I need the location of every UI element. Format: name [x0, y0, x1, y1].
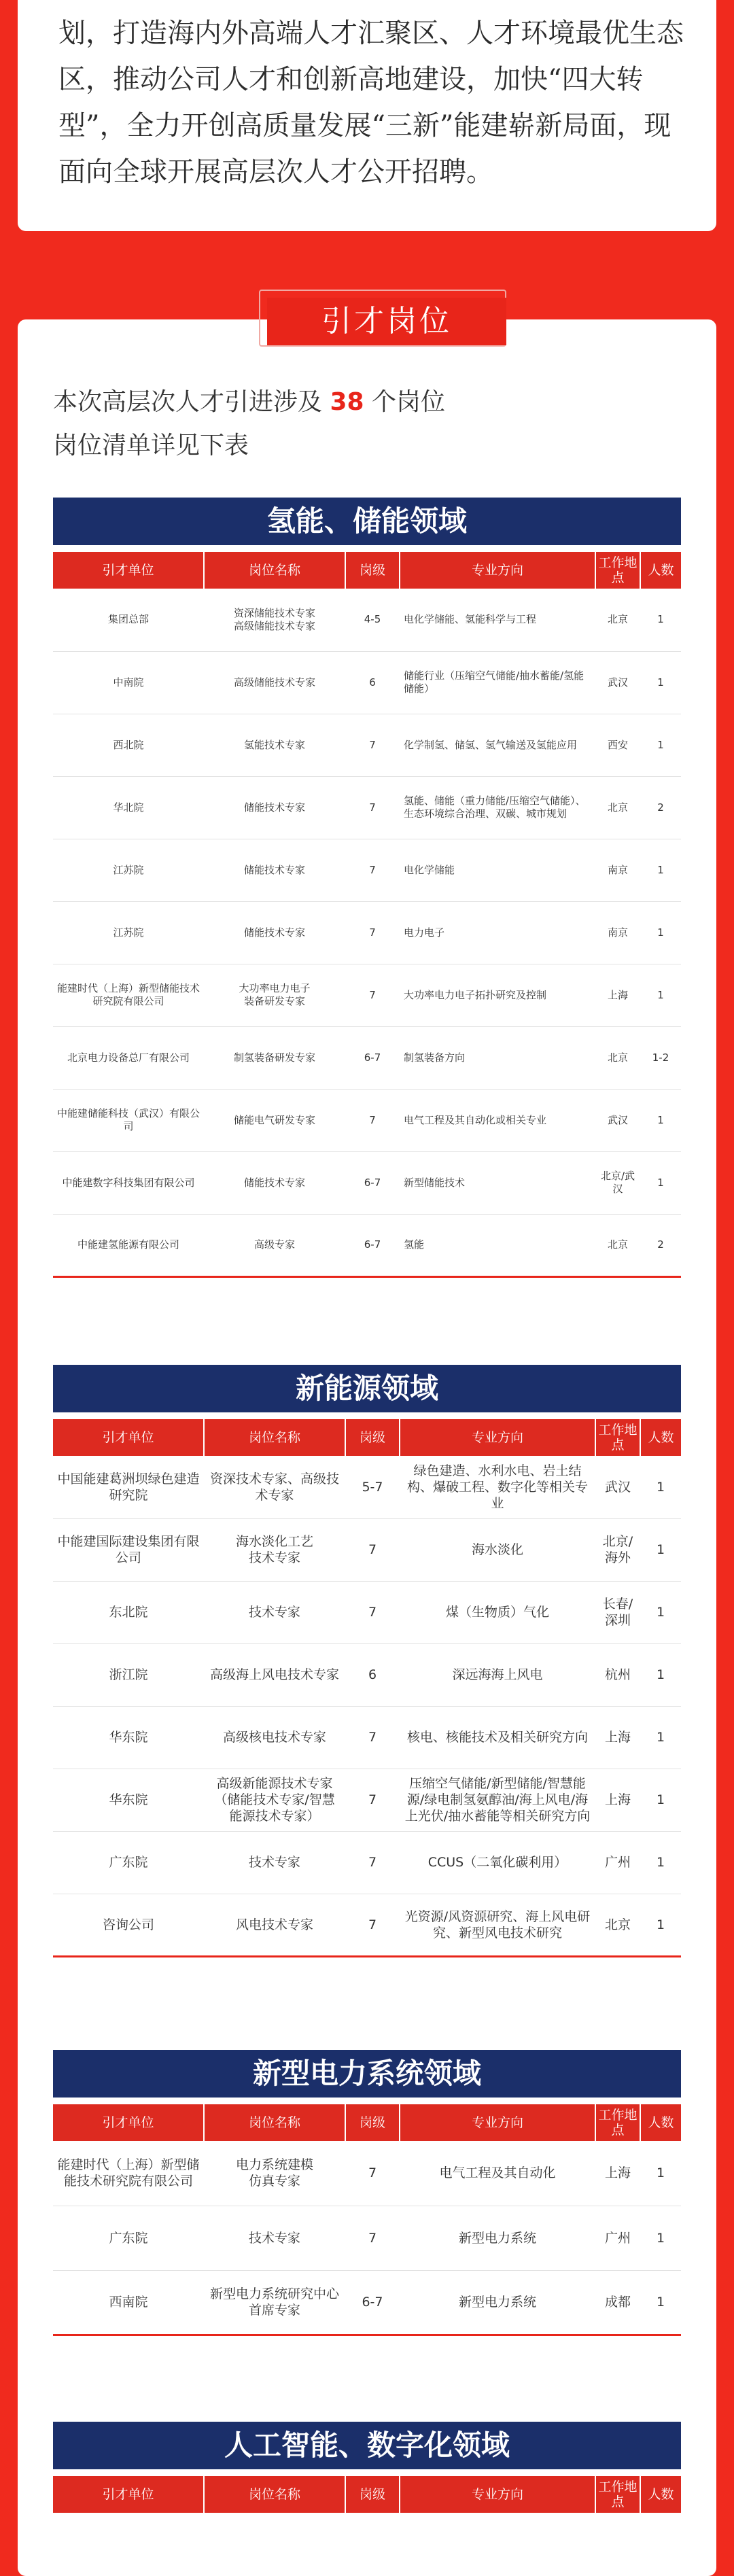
section-new-power-system: [53, 2050, 681, 2336]
cell-location: 北京/武汉: [595, 1151, 640, 1214]
cell-grade: 6-7: [345, 2270, 400, 2335]
cell-position: 风电技术专家: [204, 1894, 345, 1956]
column-header-count: 人数: [640, 2476, 681, 2513]
column-header-location: 工作地点: [595, 2104, 640, 2141]
cell-position: 资深储能技术专家 高级储能技术专家: [204, 589, 345, 651]
cell-count: 1: [640, 1831, 681, 1894]
cell-direction: 电化学储能: [400, 839, 595, 901]
cell-direction: 深远海海上风电: [400, 1643, 595, 1706]
cell-location: 杭州: [595, 1643, 640, 1706]
cell-grade: 7: [345, 2206, 400, 2270]
table-row: [53, 1151, 681, 1214]
cell-position: 资深技术专家、高级技术专家: [204, 1456, 345, 1518]
cell-count: 1: [640, 589, 681, 651]
table-row: [53, 901, 681, 964]
column-header-position: 岗位名称: [204, 552, 345, 589]
cell-location: 北京: [595, 1214, 640, 1276]
cell-count: 1: [640, 1089, 681, 1151]
cell-location: 北京: [595, 776, 640, 839]
table-row: [53, 1581, 681, 1643]
cell-direction: 光资源/风资源研究、海上风电研究、新型风电技术研究: [400, 1894, 595, 1956]
position-count: 38: [330, 388, 364, 416]
cell-location: 北京: [595, 1894, 640, 1956]
cell-count: 1: [640, 651, 681, 714]
cell-direction: 氢能: [400, 1214, 595, 1276]
cell-grade: 7: [345, 901, 400, 964]
cell-grade: 7: [345, 1769, 400, 1831]
cell-location: 上海: [595, 964, 640, 1026]
cell-location: 北京/海外: [595, 1518, 640, 1581]
table-row: [53, 1706, 681, 1769]
cell-unit: 浙江院: [53, 1643, 204, 1706]
column-header-unit: 引才单位: [53, 2476, 204, 2513]
cell-direction: 电力电子: [400, 901, 595, 964]
cell-direction: 海水淡化: [400, 1518, 595, 1581]
cell-location: 广州: [595, 1831, 640, 1894]
intro-paragraph: 划，打造海内外高端人才汇聚区、人才环境最优生态区，推动公司人才和创新高地建设，加快“四大转型”，全力开创高质量发展“三新”能建崭新局面，现面向全球开展高层次人才公开招聘。: [58, 18, 684, 188]
cell-unit: 西南院: [53, 2270, 204, 2335]
cell-location: 长春/深圳: [595, 1581, 640, 1643]
cell-position: 电力系统建模 仿真专家: [204, 2141, 345, 2206]
cell-location: 广州: [595, 2206, 640, 2270]
cell-grade: 5-7: [345, 1456, 400, 1518]
cell-unit: 广东院: [53, 1831, 204, 1894]
cell-direction: 电气工程及其自动化或相关专业: [400, 1089, 595, 1151]
cell-location: 南京: [595, 839, 640, 901]
cell-unit: 华东院: [53, 1706, 204, 1769]
cell-unit: 能建时代（上海）新型储能技术研究院有限公司: [53, 964, 204, 1026]
table-header-row: [53, 2476, 681, 2513]
table-row: [53, 1518, 681, 1581]
table-row: [53, 776, 681, 839]
summary-prefix: 本次高层次人才引进涉及: [53, 388, 323, 416]
cell-direction: 煤（生物质）气化: [400, 1581, 595, 1643]
cell-position: 氢能技术专家: [204, 714, 345, 776]
cell-unit: 江苏院: [53, 839, 204, 901]
intro-card: [18, 0, 716, 231]
section-header: 新型电力系统领域: [53, 2050, 681, 2098]
cell-count: 2: [640, 1214, 681, 1276]
cell-position: 制氢装备研发专家: [204, 1026, 345, 1089]
cell-direction: 核电、核能技术及相关研究方向: [400, 1706, 595, 1769]
cell-position: 储能技术专家: [204, 1151, 345, 1214]
positions-table: [53, 2476, 681, 2513]
cell-grade: 6-7: [345, 1151, 400, 1214]
table-row: [53, 1831, 681, 1894]
cell-unit: 东北院: [53, 1581, 204, 1643]
summary-line-1: [53, 381, 445, 424]
cell-grade: 4-5: [345, 589, 400, 651]
cell-position: 高级储能技术专家: [204, 651, 345, 714]
cell-position: 大功率电力电子 装备研发专家: [204, 964, 345, 1026]
table-row: [53, 1456, 681, 1518]
column-header-position: 岗位名称: [204, 2104, 345, 2141]
cell-position: 新型电力系统研究中心首席专家: [204, 2270, 345, 2335]
cell-location: 武汉: [595, 651, 640, 714]
positions-table: [53, 1419, 681, 1957]
cell-position: 高级专家: [204, 1214, 345, 1276]
cell-grade: 6: [345, 1643, 400, 1706]
cell-unit: 集团总部: [53, 589, 204, 651]
cell-direction: 氢能、储能（重力储能/压缩空气储能）、生态环境综合治理、双碳、城市规划: [400, 776, 595, 839]
cell-position: 储能技术专家: [204, 776, 345, 839]
cell-position: 储能技术专家: [204, 839, 345, 901]
table-header-row: [53, 552, 681, 589]
column-header-unit: 引才单位: [53, 2104, 204, 2141]
cell-direction: 绿色建造、水利水电、岩土结构、爆破工程、数字化等相关专业: [400, 1456, 595, 1518]
cell-direction: 新型电力系统: [400, 2270, 595, 2335]
column-header-unit: 引才单位: [53, 552, 204, 589]
column-header-grade: 岗级: [345, 2476, 400, 2513]
table-row: [53, 2141, 681, 2206]
table-row: [53, 714, 681, 776]
cell-position: 技术专家: [204, 2206, 345, 2270]
cell-unit: 华东院: [53, 1769, 204, 1831]
cell-count: 1: [640, 1151, 681, 1214]
cell-count: 1: [640, 1456, 681, 1518]
cell-grade: 7: [345, 776, 400, 839]
column-header-direction: 专业方向: [400, 2476, 595, 2513]
table-row: [53, 1026, 681, 1089]
table-row: [53, 1089, 681, 1151]
cell-direction: 新型电力系统: [400, 2206, 595, 2270]
section-header: 氢能、储能领域: [53, 498, 681, 545]
table-row: [53, 1769, 681, 1831]
table-row: [53, 1214, 681, 1276]
cell-grade: 7: [345, 1831, 400, 1894]
table-row: [53, 839, 681, 901]
column-header-direction: 专业方向: [400, 2104, 595, 2141]
cell-location: 武汉: [595, 1456, 640, 1518]
positions-summary: [53, 381, 445, 468]
cell-position: 技术专家: [204, 1581, 345, 1643]
column-header-grade: 岗级: [345, 2104, 400, 2141]
cell-position: 储能电气研发专家: [204, 1089, 345, 1151]
cell-count: 1: [640, 964, 681, 1026]
column-header-grade: 岗级: [345, 552, 400, 589]
cell-grade: 7: [345, 964, 400, 1026]
cell-grade: 7: [345, 839, 400, 901]
cell-location: 上海: [595, 1706, 640, 1769]
table-row: [53, 2270, 681, 2335]
table-row: [53, 1894, 681, 1956]
positions-table: [53, 552, 681, 1278]
cell-direction: 制氢装备方向: [400, 1026, 595, 1089]
cell-unit: 中能建数字科技集团有限公司: [53, 1151, 204, 1214]
cell-direction: 新型储能技术: [400, 1151, 595, 1214]
cell-position: 技术专家: [204, 1831, 345, 1894]
cell-grade: 6-7: [345, 1026, 400, 1089]
summary-suffix: 个岗位: [372, 388, 446, 416]
cell-grade: 7: [345, 714, 400, 776]
cell-grade: 7: [345, 1089, 400, 1151]
cell-unit: 江苏院: [53, 901, 204, 964]
cell-direction: 压缩空气储能/新型储能/智慧能源/绿电制氢氨醇油/海上风电/海上光伏/抽水蓄能等相关研究方向: [400, 1769, 595, 1831]
cell-count: 1-2: [640, 1026, 681, 1089]
column-header-direction: 专业方向: [400, 552, 595, 589]
cell-location: 武汉: [595, 1089, 640, 1151]
cell-direction: 储能行业（压缩空气储能/抽水蓄能/氢能储能）: [400, 651, 595, 714]
section-new-energy: [53, 1365, 681, 1957]
cell-position: 高级海上风电技术专家: [204, 1643, 345, 1706]
cell-unit: 中能建储能科技（武汉）有限公司: [53, 1089, 204, 1151]
positions-table: [53, 2104, 681, 2336]
table-row: [53, 589, 681, 651]
cell-count: 1: [640, 1518, 681, 1581]
cell-count: 1: [640, 901, 681, 964]
cell-count: 1: [640, 2206, 681, 2270]
cell-direction: 化学制氢、储氢、氢气输送及氢能应用: [400, 714, 595, 776]
column-header-count: 人数: [640, 1419, 681, 1456]
cell-location: 成都: [595, 2270, 640, 2335]
cell-count: 2: [640, 776, 681, 839]
column-header-position: 岗位名称: [204, 2476, 345, 2513]
cell-location: 北京: [595, 589, 640, 651]
column-header-unit: 引才单位: [53, 1419, 204, 1456]
cell-location: 北京: [595, 1026, 640, 1089]
cell-grade: 7: [345, 1894, 400, 1956]
cell-location: 上海: [595, 1769, 640, 1831]
cell-grade: 7: [345, 1706, 400, 1769]
column-header-grade: 岗级: [345, 1419, 400, 1456]
cell-unit: 咨询公司: [53, 1894, 204, 1956]
cell-position: 高级新能源技术专家（储能技术专家/智慧能源技术专家）: [204, 1769, 345, 1831]
cell-direction: CCUS（二氧化碳利用）: [400, 1831, 595, 1894]
section-hydrogen-storage: [53, 498, 681, 1278]
positions-card: [18, 304, 716, 2576]
cell-unit: 华北院: [53, 776, 204, 839]
cell-count: 1: [640, 839, 681, 901]
section-header: 新能源领域: [53, 1365, 681, 1412]
cell-unit: 北京电力设备总厂有限公司: [53, 1026, 204, 1089]
positions-title: 引才岗位: [267, 298, 506, 345]
cell-direction: 电气工程及其自动化: [400, 2141, 595, 2206]
table-row: [53, 1643, 681, 1706]
cell-grade: 7: [345, 2141, 400, 2206]
table-header-row: [53, 1419, 681, 1456]
cell-unit: 中能建氢能源有限公司: [53, 1214, 204, 1276]
cell-count: 1: [640, 2270, 681, 2335]
cell-grade: 7: [345, 1518, 400, 1581]
cell-direction: 电化学储能、氢能科学与工程: [400, 589, 595, 651]
cell-location: 上海: [595, 2141, 640, 2206]
section-title-badge: [259, 290, 510, 351]
column-header-count: 人数: [640, 2104, 681, 2141]
cell-count: 1: [640, 1643, 681, 1706]
cell-count: 1: [640, 1706, 681, 1769]
cell-location: 南京: [595, 901, 640, 964]
cell-location: 西安: [595, 714, 640, 776]
cell-position: 高级核电技术专家: [204, 1706, 345, 1769]
table-header-row: [53, 2104, 681, 2141]
cell-unit: 中能建国际建设集团有限公司: [53, 1518, 204, 1581]
cell-position: 储能技术专家: [204, 901, 345, 964]
cell-count: 1: [640, 1769, 681, 1831]
table-row: [53, 651, 681, 714]
cell-unit: 能建时代（上海）新型储能技术研究院有限公司: [53, 2141, 204, 2206]
cell-unit: 广东院: [53, 2206, 204, 2270]
column-header-location: 工作地点: [595, 552, 640, 589]
cell-count: 1: [640, 1581, 681, 1643]
column-header-location: 工作地点: [595, 1419, 640, 1456]
cell-unit: 中南院: [53, 651, 204, 714]
cell-grade: 7: [345, 1581, 400, 1643]
column-header-direction: 专业方向: [400, 1419, 595, 1456]
column-header-count: 人数: [640, 552, 681, 589]
cell-grade: 6: [345, 651, 400, 714]
column-header-location: 工作地点: [595, 2476, 640, 2513]
cell-grade: 6-7: [345, 1214, 400, 1276]
table-row: [53, 2206, 681, 2270]
cell-count: 1: [640, 2141, 681, 2206]
section-ai-digital: [53, 2422, 681, 2513]
cell-count: 1: [640, 1894, 681, 1956]
cell-direction: 大功率电力电子拓扑研究及控制: [400, 964, 595, 1026]
cell-unit: 中国能建葛洲坝绿色建造研究院: [53, 1456, 204, 1518]
section-header: 人工智能、数字化领域: [53, 2422, 681, 2469]
cell-count: 1: [640, 714, 681, 776]
cell-position: 海水淡化工艺 技术专家: [204, 1518, 345, 1581]
column-header-position: 岗位名称: [204, 1419, 345, 1456]
cell-unit: 西北院: [53, 714, 204, 776]
table-row: [53, 964, 681, 1026]
summary-line-2: 岗位清单详见下表: [53, 432, 249, 459]
